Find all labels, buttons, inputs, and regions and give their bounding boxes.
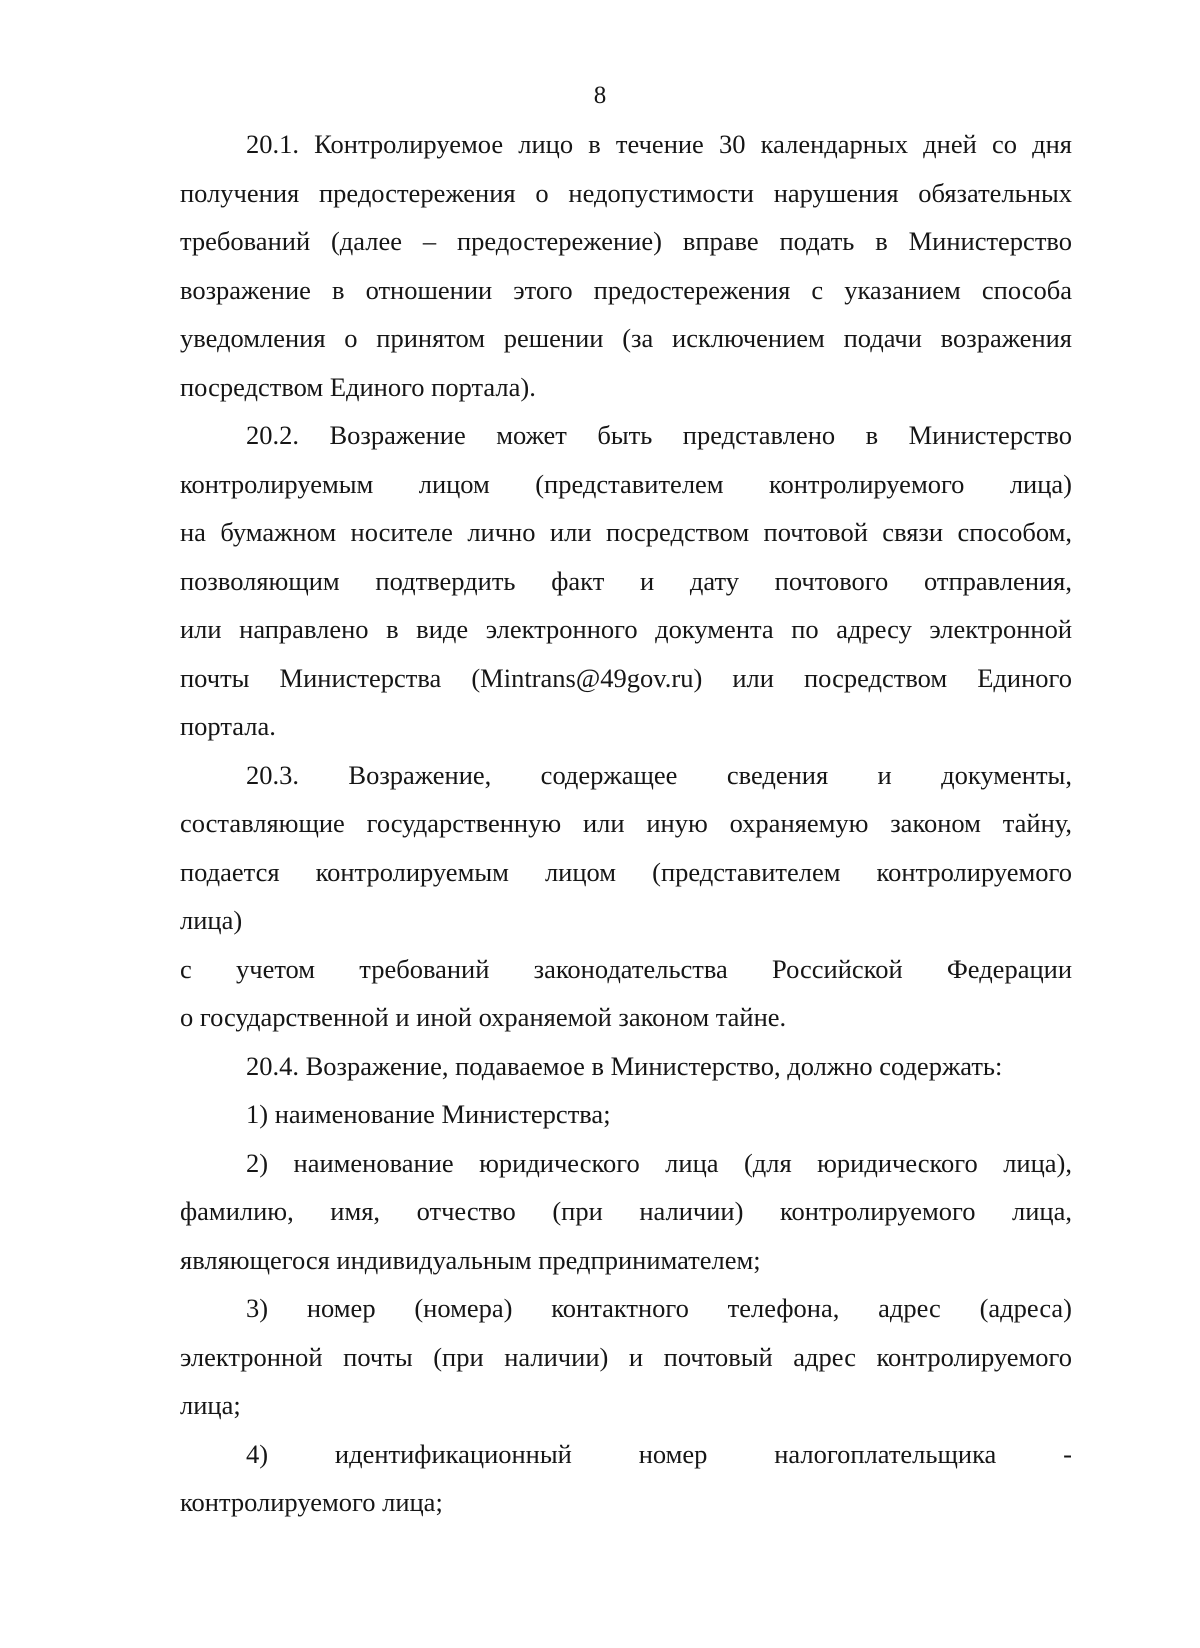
- text-line: посредством Единого портала).: [180, 371, 536, 402]
- text-line: получения предостережения о недопустимости нарушения обязательных: [180, 177, 1072, 208]
- text-line: позволяющим подтвердить факт и дату почтового отправления,: [180, 565, 1072, 596]
- paragraph-20-2: [180, 411, 1072, 751]
- text-line: 20.3. Возражение, содержащее сведения и документы,: [246, 759, 1072, 790]
- text-line: фамилию, имя, отчество (при наличии) контролируемого лица,: [180, 1196, 1072, 1226]
- text-line: 3) номер (номера) контактного телефона, адрес (адреса): [246, 1293, 1072, 1323]
- text-line: возражение в отношении этого предостережения с указанием способа: [180, 274, 1072, 305]
- text-line: 20.1. Контролируемое лицо в течение 30 календарных дней со дня: [246, 129, 1072, 159]
- list-item-1: [180, 1090, 1072, 1139]
- text-line: 2) наименование юридического лица (для юридического лица),: [246, 1147, 1072, 1178]
- text-line: требований (далее – предостережение) вправе подать в Министерство: [180, 226, 1072, 256]
- text-line: 4) идентификационный номер налогоплательщика -: [246, 1438, 1072, 1469]
- text-line: лица;: [180, 1390, 241, 1420]
- page-number: 8: [593, 82, 607, 109]
- document-body: [180, 120, 1072, 1527]
- text-line: о государственной и иной охраняемой законом тайне.: [180, 1002, 787, 1032]
- paragraph-20-4: [180, 1042, 1072, 1091]
- text-line: уведомления о принятом решении (за исключением подачи возражения: [180, 323, 1072, 353]
- list-item-4: [180, 1430, 1072, 1527]
- list-item-3: [180, 1284, 1072, 1430]
- text-line: на бумажном носителе лично или посредством почтовой связи способом,: [180, 517, 1072, 547]
- paragraph-20-3-continuation: [180, 945, 1072, 1042]
- text-line: контролируемого лица;: [180, 1487, 443, 1517]
- list-item-2: [180, 1139, 1072, 1285]
- text-line: лица): [180, 905, 243, 935]
- paragraph-20-3: [180, 751, 1072, 945]
- text-line: 20.4. Возражение, подаваемое в Министерство, должно содержать:: [246, 1050, 1003, 1081]
- text-line: составляющие государственную или иную охраняемую законом тайну,: [180, 808, 1072, 838]
- text-line: или направлено в виде электронного документа по адресу электронной: [180, 614, 1072, 644]
- text-line: являющегося индивидуальным предпринимателем;: [180, 1244, 761, 1275]
- text-line: электронной почты (при наличии) и почтовый адрес контролируемого: [180, 1341, 1072, 1372]
- paragraph-20-1: [180, 120, 1072, 411]
- text-line: 1) наименование Министерства;: [246, 1099, 611, 1129]
- text-line: почты Министерства (Mintrans@49gov.ru) или посредством Единого: [180, 662, 1072, 693]
- text-line: контролируемым лицом (представителем контролируемого лица): [180, 468, 1072, 499]
- text-line: с учетом требований законодательства Российской Федерации: [180, 953, 1072, 984]
- text-line: портала.: [180, 711, 276, 741]
- text-line: 20.2. Возражение может быть представлено в Министерство: [246, 420, 1072, 450]
- text-line: подается контролируемым лицом (представителем контролируемого: [180, 856, 1072, 887]
